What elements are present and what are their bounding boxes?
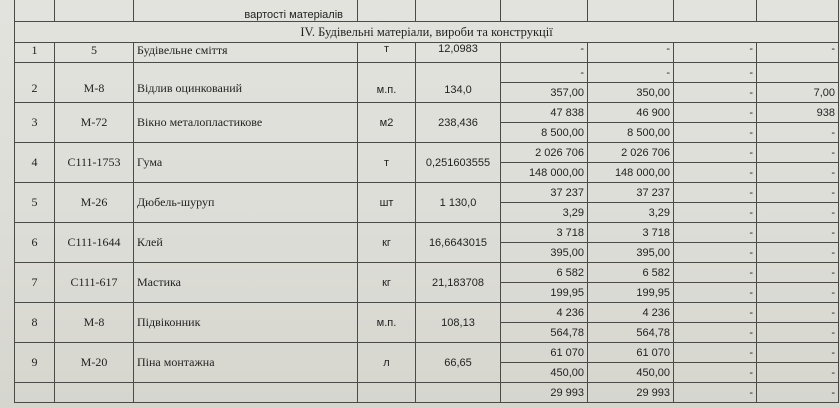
total-value: 47 838 [501,103,588,123]
unit: м.п. [358,303,416,343]
material-name: Будівельне сміття [134,43,358,63]
total-value: - [674,383,757,403]
total-value: - [757,263,839,283]
cell-value: - [588,43,674,63]
unit-price: - [757,123,839,143]
total-value: - [674,143,757,163]
quantity: 108,13 [416,303,501,343]
total-value: - [757,383,839,403]
total-value: - [757,143,839,163]
cell-value: - [757,43,839,63]
resource-code: М-26 [55,183,134,223]
unit-price: - [674,83,757,103]
row-number: 1 [15,43,55,63]
total-value: - [674,223,757,243]
cell-value: - [674,63,757,83]
total-value: - [674,183,757,203]
unit: кг [358,223,416,263]
material-name: Вікно металопластикове [134,103,358,143]
total-value: 938 [757,103,839,123]
cell-value: - [674,43,757,63]
unit-price: 8 500,00 [588,123,674,143]
table-subrow [15,383,839,403]
unit-price: 350,00 [588,83,674,103]
total-value: 37 237 [501,183,588,203]
quantity: 12,0983 [416,43,501,63]
material-name: Мастика [134,263,358,303]
row-number: 8 [15,303,55,343]
unit-price: 564,78 [588,323,674,343]
unit: л [358,343,416,383]
resource-code: С111-1753 [55,143,134,183]
cell-value: - [588,63,674,83]
total-value: 4 236 [588,303,674,323]
unit-price: - [674,123,757,143]
unit-price: 450,00 [501,363,588,383]
table-subrow [15,263,839,283]
unit: м.п. [358,63,416,103]
resource-code: М-20 [55,343,134,383]
unit-price: - [674,163,757,183]
row-number: 6 [15,223,55,263]
total-value: 6 582 [588,263,674,283]
quantity: 1 130,0 [416,183,501,223]
total-value: 61 070 [501,343,588,363]
table-subrow [15,223,839,243]
total-value: 37 237 [588,183,674,203]
unit-price: - [674,323,757,343]
total-value: 4 236 [501,303,588,323]
unit-price: 148 000,00 [501,163,588,183]
unit-price: 564,78 [501,323,588,343]
total-value: - [674,263,757,283]
row-number: 2 [15,63,55,103]
quantity: 16,6643015 [416,223,501,263]
section-row [15,22,839,43]
cell-value: - [501,63,588,83]
section-title: IV. Будівельні матеріали, вироби та конструкції [15,22,839,43]
unit-price: - [674,363,757,383]
header-row-fragment [15,0,839,22]
total-value: 46 900 [588,103,674,123]
unit: кг [358,263,416,303]
unit: шт [358,183,416,223]
total-value: - [674,303,757,323]
cell-value: - [501,43,588,63]
material-name: Дюбель-шуруп [134,183,358,223]
resource-code: М-72 [55,103,134,143]
table-subrow [15,103,839,123]
quantity: 134,0 [416,63,501,103]
row-number: 3 [15,103,55,143]
unit-price: - [757,243,839,263]
resource-code: М-8 [55,303,134,343]
unit-price: 395,00 [501,243,588,263]
total-value: 3 718 [501,223,588,243]
unit-price: - [757,283,839,303]
total-value: 61 070 [588,343,674,363]
unit-price: - [757,323,839,343]
material-name: Підвіконник [134,303,358,343]
unit-price: - [674,203,757,223]
resource-code: 5 [55,43,134,63]
unit-price: 199,95 [501,283,588,303]
table-row [15,43,839,63]
unit-price: - [757,203,839,223]
quantity: 21,183708 [416,263,501,303]
total-value: - [757,303,839,323]
total-value: - [757,343,839,363]
total-value: 3 718 [588,223,674,243]
unit-price: 3,29 [501,203,588,223]
unit-price: 199,95 [588,283,674,303]
total-value: 2 026 706 [501,143,588,163]
row-number: 5 [15,183,55,223]
quantity: 0,251603555 [416,143,501,183]
total-value: 6 582 [501,263,588,283]
quantity: 238,436 [416,103,501,143]
unit-price: 148 000,00 [588,163,674,183]
materials-table [14,0,839,403]
unit-price: 8 500,00 [501,123,588,143]
total-value: 29 993 [501,383,588,403]
table-subrow [15,343,839,363]
total-value: - [674,343,757,363]
unit-price: 450,00 [588,363,674,383]
total-value: 29 993 [588,383,674,403]
unit-price: 357,00 [501,83,588,103]
table-subrow [15,143,839,163]
quantity: 66,65 [416,343,501,383]
resource-code: С111-1644 [55,223,134,263]
resource-code: М-8 [55,63,134,103]
material-name: Гума [134,143,358,183]
unit-price: - [757,363,839,383]
resource-code: С111-617 [55,263,134,303]
material-name: Відлив оцинкований [134,63,358,103]
unit-price: 7,00 [757,83,839,103]
unit-price: 3,29 [588,203,674,223]
row-number: 9 [15,343,55,383]
header-label-fragment: вартості матеріалів [134,0,358,22]
table-subrow [15,303,839,323]
total-value: - [757,223,839,243]
unit-price: - [674,283,757,303]
material-name: Піна монтажна [134,343,358,383]
unit-price: 395,00 [588,243,674,263]
table-row [15,63,839,83]
total-value: - [674,103,757,123]
row-number: 7 [15,263,55,303]
total-value: - [757,183,839,203]
table-subrow [15,183,839,203]
unit: т [358,143,416,183]
row-number: 4 [15,143,55,183]
total-value: 2 026 706 [588,143,674,163]
material-name: Клей [134,223,358,263]
unit: т [358,43,416,63]
unit-price: - [674,243,757,263]
unit: м2 [358,103,416,143]
unit-price: - [757,163,839,183]
